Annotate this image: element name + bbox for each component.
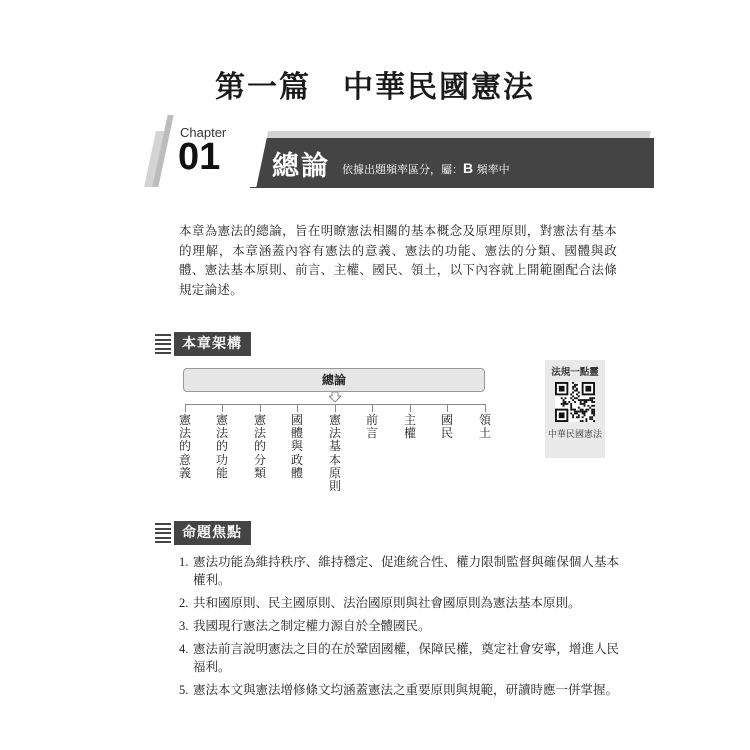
focus-item-number: 5.: [179, 683, 189, 697]
framework-branch: 憲法的分類: [253, 413, 266, 480]
focus-item-number: 3.: [179, 619, 189, 633]
chapter-label: Chapter: [180, 125, 227, 140]
frequency-grade: B: [463, 160, 474, 176]
framework-header-label: 本章架構: [174, 332, 251, 356]
header-lines-icon: [155, 332, 171, 356]
focus-item-text: 我國現行憲法之制定權力源自於全體國民。: [193, 618, 431, 633]
focus-item: [179, 594, 619, 612]
branch-connector: [447, 404, 448, 412]
frequency-suffix: 頻率中: [473, 163, 510, 176]
qr-code-icon[interactable]: [555, 382, 595, 422]
chapter-intro: 本章為憲法的總論，旨在明瞭憲法相關的基本概念及原理原則，對憲法有基本的理解，本章涵蓋內容有憲法的意義、憲法的功能、憲法的分類、國體與政體、憲法基本原則、前言、主權、國民、領土，以下內容就上開範圍配合法條規定論述。: [179, 223, 617, 297]
frequency-prefix: 依據出題頻率區分，屬：: [342, 163, 463, 176]
framework-branch: 主權: [403, 413, 416, 441]
branch-connector: [222, 404, 223, 412]
focus-item-text: 憲法功能為維持秩序、維持穩定、促進統合性、權力限制監督與確保個人基本權利。: [193, 554, 619, 587]
chapter-number: 01: [178, 136, 221, 178]
framework-branch: 國民: [440, 413, 453, 441]
focus-item-text: 共和國原則、民主國原則、法治國原則與社會國原則為憲法基本原則。: [193, 595, 581, 610]
focus-item-text: 憲法前言說明憲法之目的在於鞏固國權，保障民權，奠定社會安寧，增進人民福利。: [193, 641, 619, 674]
branch-connector: [297, 404, 298, 412]
branch-connector: [185, 404, 186, 412]
branch-connector: [335, 404, 336, 412]
frequency-note: [342, 160, 510, 177]
framework-branch: 憲法的功能: [215, 413, 228, 480]
qr-card[interactable]: [545, 360, 605, 458]
focus-header: [155, 521, 251, 545]
framework-branch: 前言: [365, 413, 378, 441]
arrow-down-icon: [329, 392, 341, 402]
framework-branch: 國體與政體: [290, 413, 303, 480]
branch-connector: [410, 404, 411, 412]
focus-item: [179, 553, 619, 589]
qr-caption: 中華民國憲法: [547, 430, 602, 440]
branch-connector: [260, 404, 261, 412]
focus-item-number: 4.: [179, 642, 189, 656]
framework-root: 總論: [183, 368, 485, 392]
chapter-title: 總論: [272, 151, 330, 182]
framework-branch: 憲法基本原則: [328, 413, 341, 494]
header-lines-icon: [155, 521, 171, 545]
branch-connector: [372, 404, 373, 412]
focus-item-text: 憲法本文與憲法增修條文均涵蓋憲法之重要原則與規範，研讀時應一併掌握。: [193, 682, 619, 697]
focus-item: [179, 681, 619, 699]
framework-branch: 領土: [478, 413, 491, 441]
focus-item: [179, 617, 619, 635]
focus-item-number: 2.: [179, 596, 189, 610]
focus-header-label: 命題焦點: [174, 521, 251, 545]
focus-list: [179, 553, 619, 704]
focus-item: [179, 640, 619, 676]
focus-item-number: 1.: [179, 555, 189, 569]
framework-branch: 憲法的意義: [178, 413, 191, 480]
framework-header: [155, 332, 251, 356]
part-title: 第一篇 中華民國憲法: [215, 70, 535, 105]
branch-connector: [485, 404, 486, 412]
qr-title: 法規一點靈: [551, 367, 599, 378]
